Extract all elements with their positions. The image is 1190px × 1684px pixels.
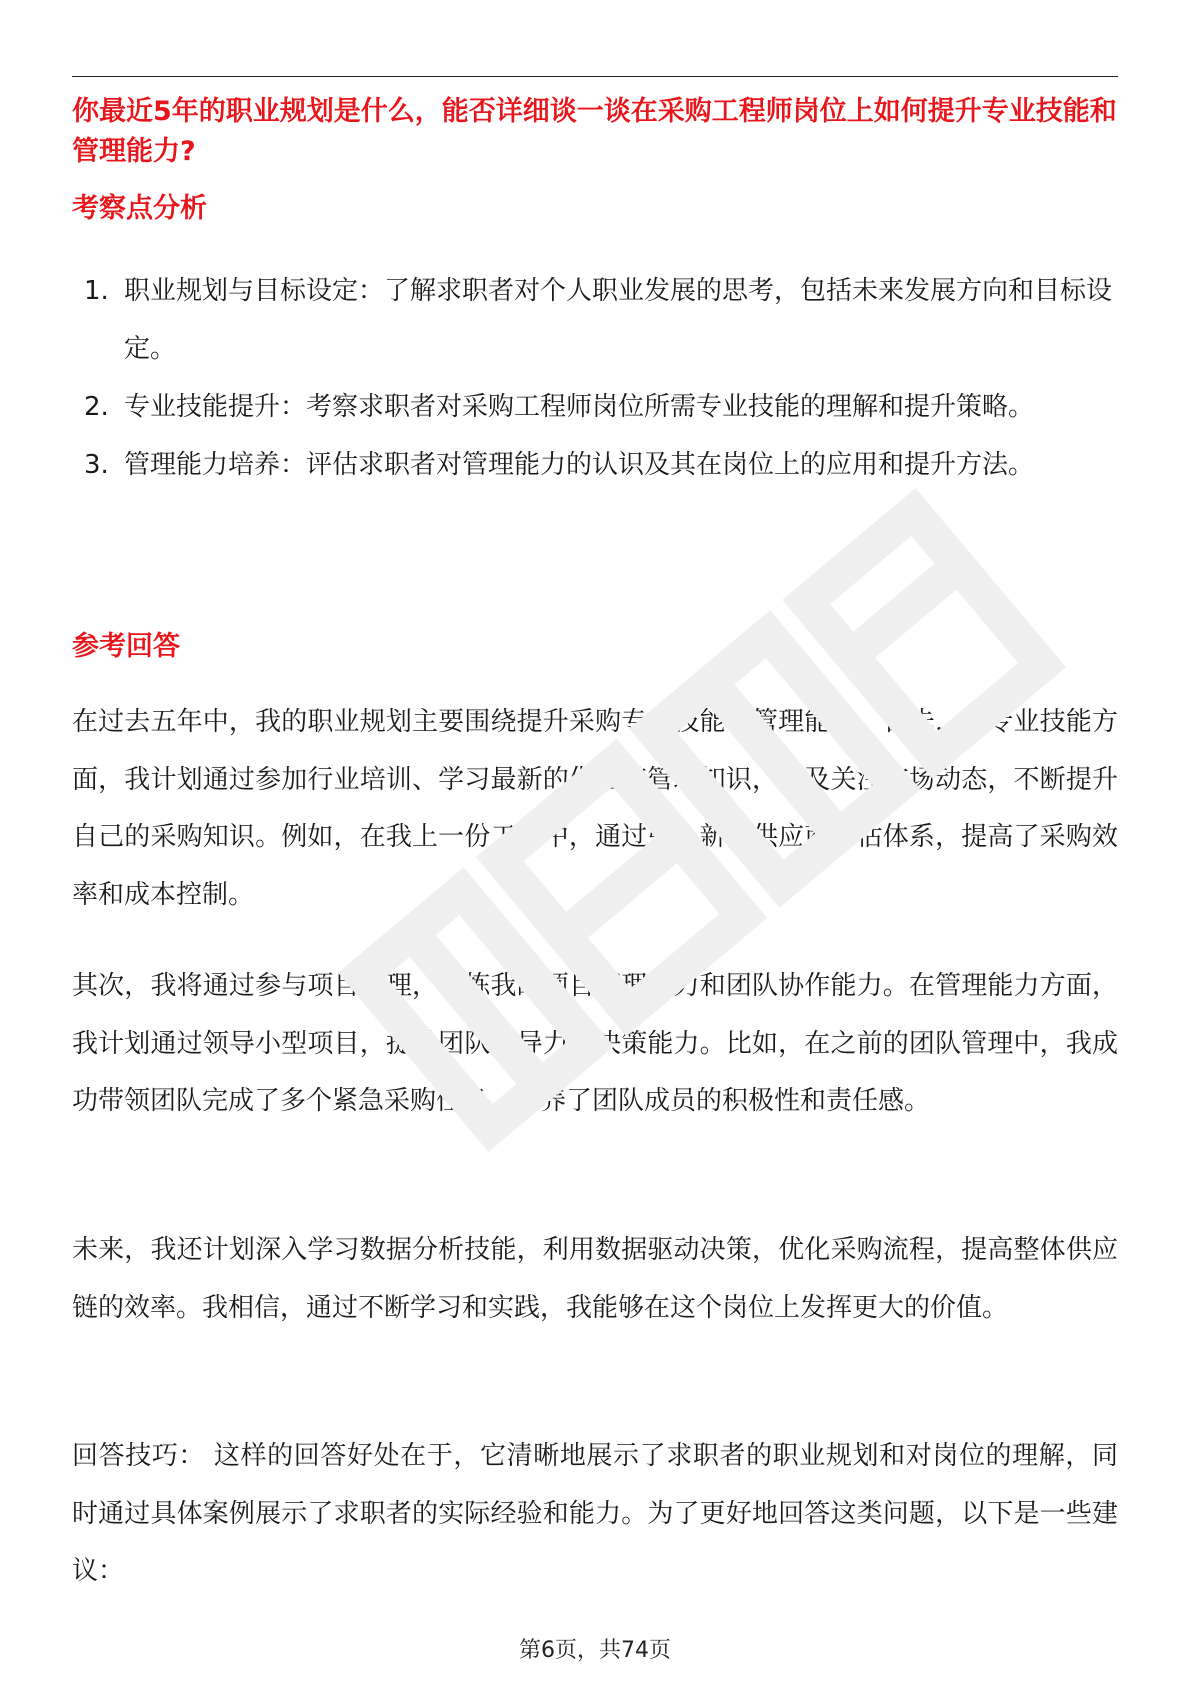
- analysis-points-list: [72, 262, 1118, 494]
- list-item-number: 2.: [84, 392, 109, 422]
- list-item-text: 管理能力培养：评估求职者对管理能力的认识及其在岗位上的应用和提升方法。: [124, 450, 1035, 480]
- answer-paragraph: 其次，我将通过参与项目管理，锻炼我的项目管理能力和团队协作能力。在管理能力方面，我计划通过领导小型项目，提升团队领导力和决策能力。比如，在之前的团队管理中，我成功带领团队完成了多个紧急采购任务，培养了团队成员的积极性和责任感。: [72, 971, 1118, 1116]
- list-item: [72, 436, 1118, 494]
- tips-paragraph: 回答技巧： 这样的回答好处在于，它清晰地展示了求职者的职业规划和对岗位的理解，同时通过具体案例展示了求职者的实际经验和能力。为了更好地回答这类问题，以下是一些建议：: [72, 1441, 1118, 1586]
- list-item-text: 职业规划与目标设定：了解求职者对个人职业发展的思考，包括未来发展方向和目标设定。: [124, 276, 1113, 364]
- list-item-text: 专业技能提升：考察求职者对采购工程师岗位所需专业技能的理解和提升策略。: [124, 392, 1035, 422]
- answer-paragraph: 未来，我还计划深入学习数据分析技能，利用数据驱动决策，优化采购流程，提高整体供应链的效率。我相信，通过不断学习和实践，我能够在这个岗位上发挥更大的价值。: [72, 1235, 1118, 1323]
- answer-paragraph: 在过去五年中，我的职业规划主要围绕提升采购专业技能和管理能力。首先，在专业技能方面，我计划通过参加行业培训、学习最新的供应链管理知识，以及关注市场动态，不断提升自己的采购知识。例如，在我上一份工作中，通过引入新的供应商评估体系，提高了采购效率和成本控制。: [72, 707, 1118, 910]
- document-page: [72, 0, 1118, 1684]
- question-title: 你最近5年的职业规划是什么，能否详细谈一谈在采购工程师岗位上如何提升专业技能和管理能力?: [72, 96, 1117, 167]
- analysis-heading: 考察点分析: [72, 193, 207, 224]
- list-item-number: 1.: [84, 276, 109, 306]
- list-item: [72, 378, 1118, 436]
- list-item-number: 3.: [84, 450, 109, 480]
- answer-heading: 参考回答: [72, 631, 180, 662]
- list-item: [72, 262, 1118, 378]
- top-divider: [72, 76, 1118, 77]
- page-number: 第6页，共74页: [519, 1638, 671, 1663]
